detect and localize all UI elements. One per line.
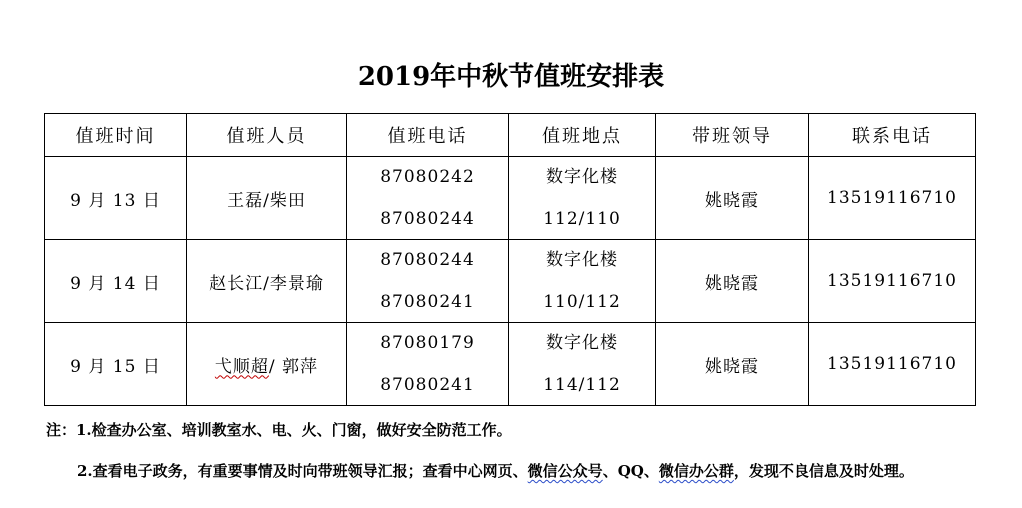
location-building: 数字化楼	[546, 250, 618, 270]
duty-schedule-table	[44, 113, 976, 406]
page-title: 2019年中秋节值班安排表	[357, 62, 665, 92]
phone-number: 87080241	[380, 292, 475, 312]
note-wechat-group: 微信办公群	[658, 462, 734, 480]
cell-phones	[347, 323, 509, 406]
cell-location	[509, 157, 656, 240]
location-building: 数字化楼	[546, 333, 618, 353]
location-rooms: 114/112	[543, 375, 621, 395]
table-row	[45, 157, 976, 240]
cell-phones	[347, 157, 509, 240]
header-duty-phone: 值班电话	[347, 114, 509, 157]
note-line-2-part-c: 、QQ、	[602, 462, 659, 480]
cell-contact: 13519116710	[809, 157, 976, 240]
note-line-2-part-a: 2.查看电子政务，有重要事情及时向带班领导汇报；查看中心网页、	[77, 462, 528, 480]
header-duty-location: 值班地点	[509, 114, 656, 157]
location-building: 数字化楼	[546, 167, 618, 187]
cell-staff	[187, 323, 347, 406]
cell-leader: 姚晓霞	[656, 240, 809, 323]
location-rooms: 112/110	[543, 209, 621, 229]
cell-contact: 13519116710	[809, 323, 976, 406]
cell-staff: 王磊/柴田	[187, 157, 347, 240]
staff-name-underlined: 弋顺超	[214, 356, 269, 377]
cell-leader: 姚晓霞	[656, 323, 809, 406]
location-rooms: 110/112	[543, 292, 621, 312]
note-wechat-official: 微信公众号	[527, 462, 603, 480]
phone-number: 87080179	[380, 333, 475, 353]
cell-phones	[347, 240, 509, 323]
header-duty-staff: 值班人员	[187, 114, 347, 157]
phone-number: 87080241	[380, 375, 475, 395]
table-row	[45, 323, 976, 406]
note-line-2-part-e: ，发现不良信息及时处理。	[733, 462, 914, 480]
phone-number: 87080242	[380, 167, 475, 187]
cell-location	[509, 323, 656, 406]
cell-location	[509, 240, 656, 323]
cell-date: 9 月 15 日	[45, 323, 187, 406]
note-line-1: 注：1.检查办公室、培训教室水、电、火、门窗，做好安全防范工作。	[46, 421, 512, 439]
cell-staff: 赵长江/李景瑜	[187, 240, 347, 323]
header-contact-phone: 联系电话	[809, 114, 976, 157]
table-header-row	[45, 114, 976, 157]
table-row	[45, 240, 976, 323]
header-leader: 带班领导	[656, 114, 809, 157]
staff-name-rest: / 郭萍	[268, 356, 319, 377]
cell-date: 9 月 14 日	[45, 240, 187, 323]
header-duty-time: 值班时间	[45, 114, 187, 157]
phone-number: 87080244	[380, 209, 475, 229]
cell-contact: 13519116710	[809, 240, 976, 323]
cell-date: 9 月 13 日	[45, 157, 187, 240]
phone-number: 87080244	[380, 250, 475, 270]
cell-leader: 姚晓霞	[656, 157, 809, 240]
note-line-2	[77, 460, 914, 481]
